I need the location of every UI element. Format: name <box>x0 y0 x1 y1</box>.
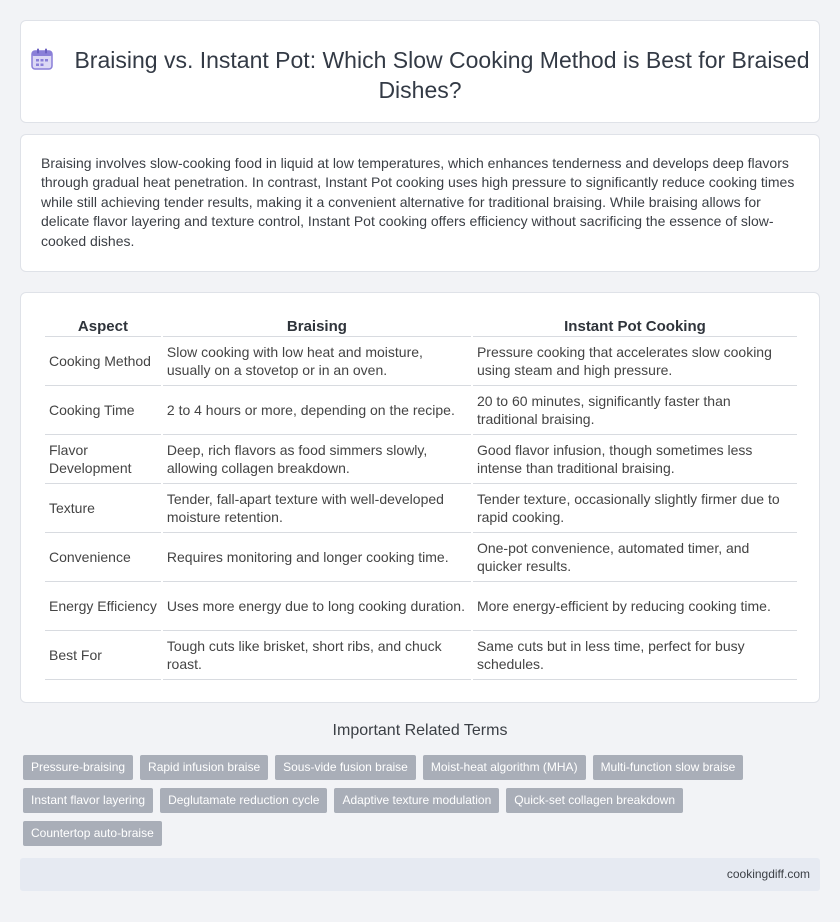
header-instant-pot: Instant Pot Cooking <box>473 317 797 337</box>
row-braising: Slow cooking with low heat and moisture, usually on a stovetop or in an oven. <box>163 337 471 386</box>
row-aspect: Cooking Time <box>45 386 161 435</box>
table-header-row <box>45 317 797 337</box>
row-aspect: Flavor Development <box>45 435 161 484</box>
term-tag[interactable]: Sous-vide fusion braise <box>275 755 416 780</box>
row-instant-pot: More energy-efficient by reducing cooking time. <box>473 582 797 631</box>
term-tag[interactable]: Rapid infusion braise <box>140 755 268 780</box>
term-tag[interactable]: Moist-heat algorithm (MHA) <box>423 755 586 780</box>
term-tag[interactable]: Adaptive texture modulation <box>334 788 499 813</box>
table-row <box>45 337 797 386</box>
related-terms-list <box>23 755 823 846</box>
row-instant-pot: One-pot convenience, automated timer, and quicker results. <box>473 533 797 582</box>
comparison-table <box>43 317 799 680</box>
page-title-wrap <box>21 45 819 105</box>
table-row <box>45 533 797 582</box>
footer <box>20 858 820 891</box>
row-instant-pot: Tender texture, occasionally slightly firmer due to rapid cooking. <box>473 484 797 533</box>
term-tag[interactable]: Pressure-braising <box>23 755 133 780</box>
row-braising: Deep, rich flavors as food simmers slowly, allowing collagen breakdown. <box>163 435 471 484</box>
term-tag[interactable]: Deglutamate reduction cycle <box>160 788 327 813</box>
row-aspect: Texture <box>45 484 161 533</box>
row-instant-pot: Good flavor infusion, though sometimes less intense than traditional braising. <box>473 435 797 484</box>
title-card <box>20 20 820 123</box>
header-aspect: Aspect <box>45 317 161 337</box>
row-aspect: Best For <box>45 631 161 680</box>
row-braising: Requires monitoring and longer cooking time. <box>163 533 471 582</box>
row-braising: Tender, fall-apart texture with well-developed moisture retention. <box>163 484 471 533</box>
table-row <box>45 484 797 533</box>
calendar-icon <box>30 47 54 71</box>
table-row <box>45 631 797 680</box>
table-row <box>45 386 797 435</box>
row-braising: Uses more energy due to long cooking duration. <box>163 582 471 631</box>
row-braising: 2 to 4 hours or more, depending on the recipe. <box>163 386 471 435</box>
term-tag[interactable]: Multi-function slow braise <box>593 755 744 780</box>
row-instant-pot: 20 to 60 minutes, significantly faster than traditional braising. <box>473 386 797 435</box>
related-terms-heading: Important Related Terms <box>332 722 508 739</box>
table-row <box>45 582 797 631</box>
row-aspect: Cooking Method <box>45 337 161 386</box>
row-instant-pot: Same cuts but in less time, perfect for busy schedules. <box>473 631 797 680</box>
header-braising: Braising <box>163 317 471 337</box>
row-instant-pot: Pressure cooking that accelerates slow cooking using steam and high pressure. <box>473 337 797 386</box>
comparison-table-card <box>20 292 820 703</box>
table-row <box>45 435 797 484</box>
footer-site-link[interactable]: cookingdiff.com <box>726 867 810 881</box>
page-title: Braising vs. Instant Pot: Which Slow Cooking Method is Best for Braised Dishes? <box>74 47 810 103</box>
row-aspect: Convenience <box>45 533 161 582</box>
term-tag[interactable]: Countertop auto-braise <box>23 821 162 846</box>
intro-paragraph: Braising involves slow-cooking food in liquid at low temperatures, which enhances tenderness and develops deep flavors through gradual heat penetration. In contrast, Instant Pot cooking uses high pressure to significantly reduce cooking times while still achieving tender results, making it a convenient alternative for traditional braising. While braising allows for delicate flavor layering and texture control, Instant Pot cooking offers efficiency without sacrificing the essence of slow-cooked dishes. <box>41 155 795 249</box>
term-tag[interactable]: Quick-set collagen breakdown <box>506 788 683 813</box>
term-tag[interactable]: Instant flavor layering <box>23 788 153 813</box>
row-braising: Tough cuts like brisket, short ribs, and chuck roast. <box>163 631 471 680</box>
row-aspect: Energy Efficiency <box>45 582 161 631</box>
intro-card <box>20 134 820 272</box>
